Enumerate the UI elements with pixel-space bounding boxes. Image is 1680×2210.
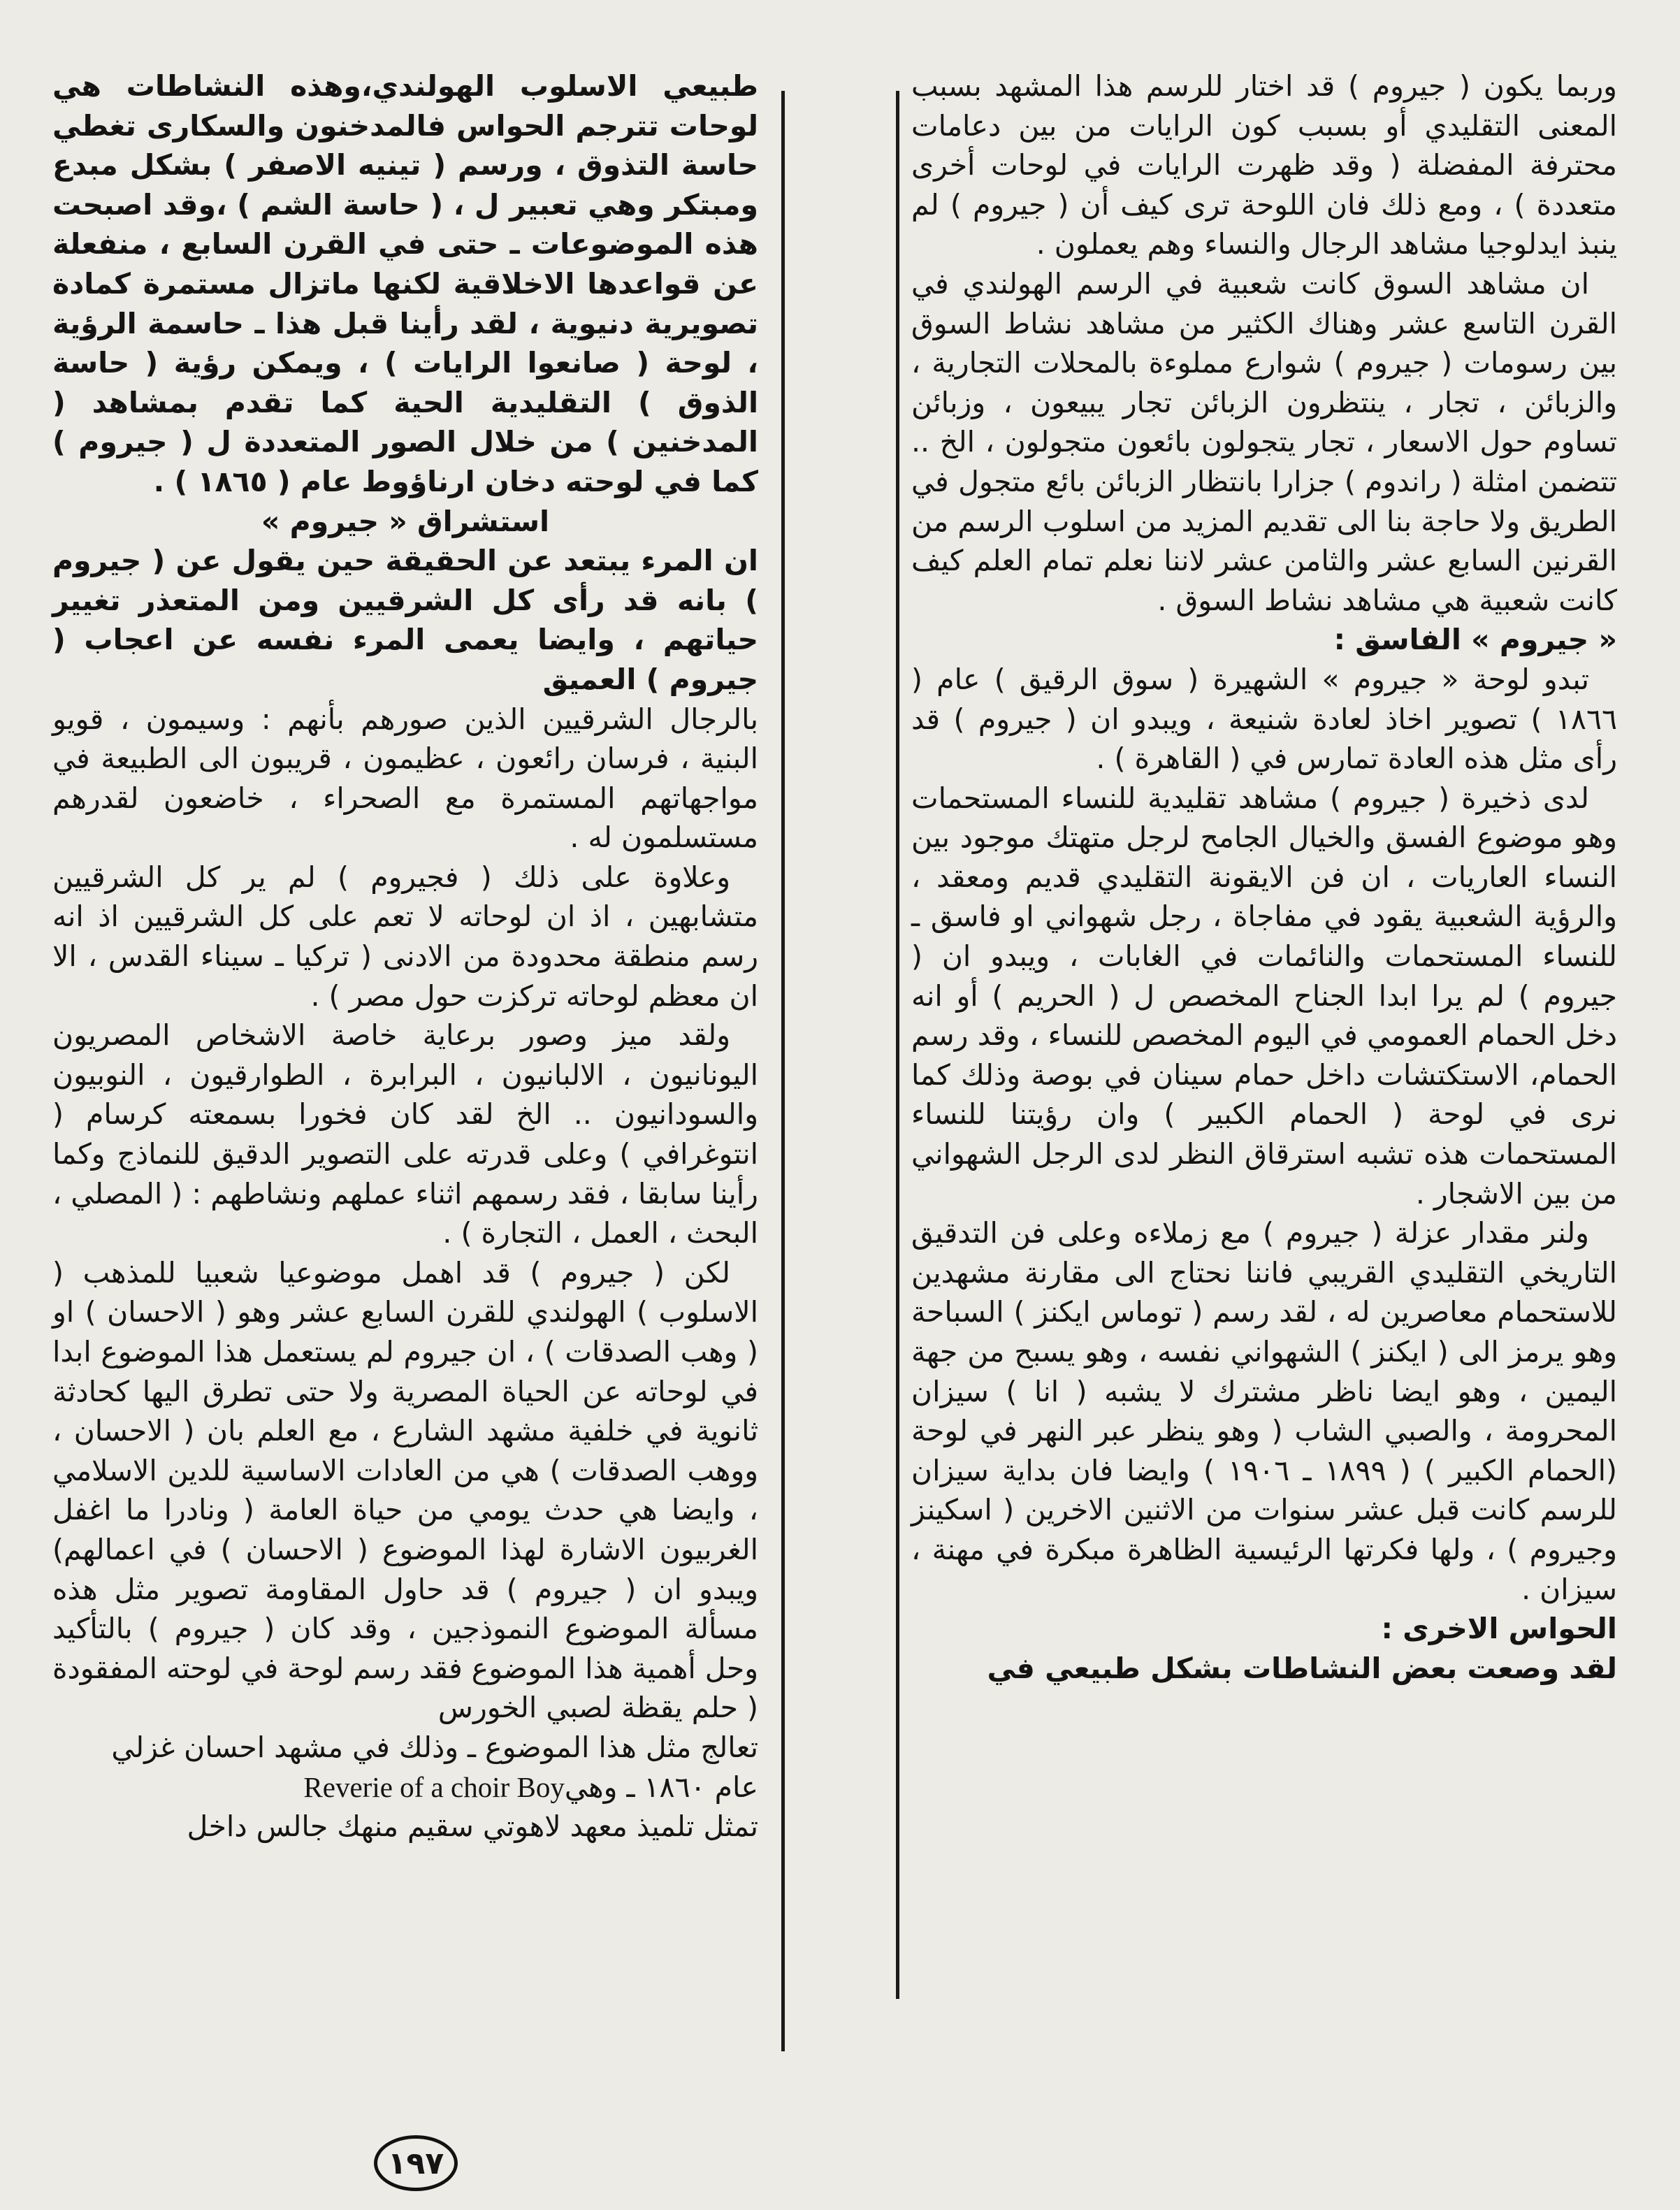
paragraph: ان مشاهد السوق كانت شعبية في الرسم الهولندي في القرن التاسع عشر وهناك الكثير من مشاهد نشاط السوق بين رسومات ( جيروم ) شوارع مملوءة بالمحلات التجارية ، والزبائن ، تجار ، ينتظرون الزبائن تجار يبيعون ، وزبائن تساوم حول الاسعار ، تجار يتجولون بائعون متجولون ، الخ .. تتضمن امثلة ( راندوم ) جزارا بانتظار الزبائن بائع متجول في الطريق ولا حاجة بنا الى تقديم المزيد من اسلوب الرسم من القرنين السابع عشر والثامن عشر لاننا نعلم تمام العلم كيف كانت شعبية هي مشاهد نشاط السوق . bbox=[911, 266, 1617, 617]
paragraph: لدى ذخيرة ( جيروم ) مشاهد تقليدية للنساء المستحمات وهو موضوع الفسق والخيال الجامح لرجل متهتك موجود بين النساء العاريات ، ان فن الايقونة التقليدي قديم ومعقد ، والرؤية الشعبية يقود في مفاجاة ، رجل شهواني او فاسق ـ للنساء المستحمات والنائمات في الغابات ، ويبدو ان ( جيروم ) لم يرا ابدا الجناح المخصص ل ( الحريم ) أو انه دخل الحمام العمومي في اليوم المخصص للنساء ، وقد رسم الحمام، الاستكتشات داخل حمام سينان في بوصة وذلك كما نرى في لوحة ( الحمام الكبير ) وان رؤيتنا للنساء المستحمات هذه تشبه استرقاق النظر لدى الرجل الشهواني من بين الاشجار . bbox=[911, 781, 1617, 1211]
english-title-line bbox=[52, 1768, 758, 1807]
english-title: Reverie of a choir Boy bbox=[303, 1770, 565, 1803]
paragraph: ان المرء يبتعد عن الحقيقة حين يقول عن ( جيروم ) بانه قد رأى كل الشرقيين ومن المتعذر تغيير حياتهم ، وايضا يعمى المرء نفسه عن اعجاب ( جيروم ) العميق bbox=[52, 544, 758, 696]
column-divider bbox=[781, 91, 785, 2051]
section-heading: استشراق « جيروم » bbox=[261, 504, 550, 538]
right-text-column bbox=[911, 66, 1617, 1688]
year-text: عام ١٨٦٠ ـ وهي bbox=[564, 1770, 758, 1804]
paragraph: طبيعي الاسلوب الهولندي،وهذه النشاطات هي لوحات تترجم الحواس فالمدخنون والسكارى تغطي حاسة التذوق ، ورسم ( تينيه الاصفر ) بشكل مبدع ومبتكر وهي تعبير ل ، ( حاسة الشم ) ،وقد اصبحت هذه الموضوعات ـ حتى في القرن السابع ، منفعلة عن قواعدها الاخلاقية لكنها ماتزال مستمرة كمادة تصويرية دنيوية ، لقد رأينا قبل هذا ـ حاسمة الرؤية ، لوحة ( صانعوا الرايات ) ، ويمكن رؤية ( حاسة الذوق ) التقليدية الحية كما تقدم بمشاهد ( المدخنين ) من خلال الصور المتعددة ل ( جيروم ) كما في لوحته دخان ارناؤوط عام ( ١٨٦٥ ) . bbox=[52, 69, 758, 498]
paragraph: تبدو لوحة « جيروم » الشهيرة ( سوق الرقيق ) عام ( ١٨٦٦ ) تصوير اخاذ لعادة شنيعة ، ويبدو ان ( جيروم ) قد رأى مثل هذه العادة تمارس في ( القاهرة ) . bbox=[911, 662, 1617, 776]
paragraph: وربما يكون ( جيروم ) قد اختار للرسم هذا المشهد بسبب المعنى التقليدي أو بسبب كون الرايات من بين دعامات محترفة المفضلة ( وقد ظهرت الرايات في لوحات أخرى متعددة ) ، ومع ذلك فان اللوحة ترى كيف أن ( جيروم ) لم ينبذ ايدلوجيا مشاهد الرجال والنساء وهم يعملون . bbox=[911, 69, 1617, 261]
page-number-badge bbox=[374, 2135, 458, 2191]
section-heading: الحواس الاخرى : bbox=[1381, 1612, 1617, 1646]
left-text-column bbox=[52, 66, 758, 1847]
paragraph: ولقد ميز وصور برعاية خاصة الاشخاص المصريون اليونانيون ، الالبانيون ، البرابرة ، الطوارقيون ، النوبيون والسودانيون .. الخ لقد كان فخورا بسمعته كرسام ( انتوغرافي ) وعلى قدرته على التصوير الدقيق للنماذج وكما رأينا سابقا ، فقد رسمهم اثناء عملهم ونشاطهم : ( المصلي ، البحث ، العمل ، التجارة ) . bbox=[52, 1018, 758, 1250]
paragraph: تمثل تلميذ معهد لاهوتي سقيم منهك جالس داخل bbox=[187, 1810, 758, 1844]
paragraph: وعلاوة على ذلك ( فجيروم ) لم ير كل الشرقيين متشابهين ، اذ ان لوحاته لا تعم على كل الشرقيين اذ انه رسم منطقة محدودة من الادنى ( تركيا ـ سيناء القدس ، الا ان معظم لوحاته تركزت حول مصر ) . bbox=[52, 860, 758, 1013]
paragraph: ولنر مقدار عزلة ( جيروم ) مع زملاءه وعلى فن التدقيق التاريخي التقليدي القريبي فاننا نحتاج الى مقارنة مشهدين للاستحمام معاصرين له ، لقد رسم ( توماس ايكنز ) السباحة وهو يرمز الى ( ايكنز ) الشهواني نفسه ، وهو يسبح من جهة اليمين ، وهو ايضا ناظر مشترك لا يشبه ( انا ) سيزان المحرومة ، والصبي الشاب ( وهو ينظر عبر النهر في لوحة (الحمام الكبير ) ( ١٨٩٩ ـ ١٩٠٦ ) وايضا فان بداية سيزان للرسم كانت قبل عشر سنوات من الاثنين الاخرين ( اسكينز وجيروم ) ، ولها فكرتها الرئيسية الظاهرة مبكرة في مهنة ، سيزان . bbox=[911, 1216, 1617, 1606]
paragraph: بالرجال الشرقيين الذين صورهم بأنهم : وسيمون ، قويو البنية ، فرسان رائعون ، عظيمون ، قريبون الى الطبيعة في مواجهاتهم المستمرة مع الصحراء ، خاضعون لقدرهم مستسلمون له . bbox=[52, 702, 758, 855]
page-number: ١٩٧ bbox=[387, 2145, 444, 2181]
paragraph: لقد وصعت بعض النشاطات بشكل طبيعي في bbox=[987, 1651, 1617, 1685]
paragraph: تعالج مثل هذا الموضوع ـ وذلك في مشهد احسان غزلي bbox=[111, 1730, 758, 1764]
section-heading: « جيروم » الفاسق : bbox=[1333, 623, 1617, 657]
column-divider bbox=[896, 91, 899, 1999]
paragraph: لكن ( جيروم ) قد اهمل موضوعيا شعبيا للمذهب ( الاسلوب ) الهولندي للقرن السابع عشر وهو ( الاحسان ) او ( وهب الصدقات ) ، ان جيروم لم يستعمل هذا الموضوع ابدا في لوحاته عن الحياة المصرية ولا حتى تطرق اليها كحادثة ثانوية في خلفية مشهد الشارع ، مع العلم بان ( الاحسان ، ووهب الصدقات ) هي من العادات الاساسية للدين الاسلامي ، وايضا هي حدث يومي من حياة العامة ( ونادرا ما اغفل الغربيون الاشارة لهذا الموضوع ( الاحسان ) في اعمالهم) ويبدو ان ( جيروم ) قد حاول المقاومة تصوير مثل هذه مسألة الموضوع النموذجين ، وقد كان ( جيروم ) بالتأكيد وحل أهمية هذا الموضوع فقد رسم لوحة في لوحته المفقودة ( حلم يقظة لصبي الخورس bbox=[52, 1255, 758, 1725]
